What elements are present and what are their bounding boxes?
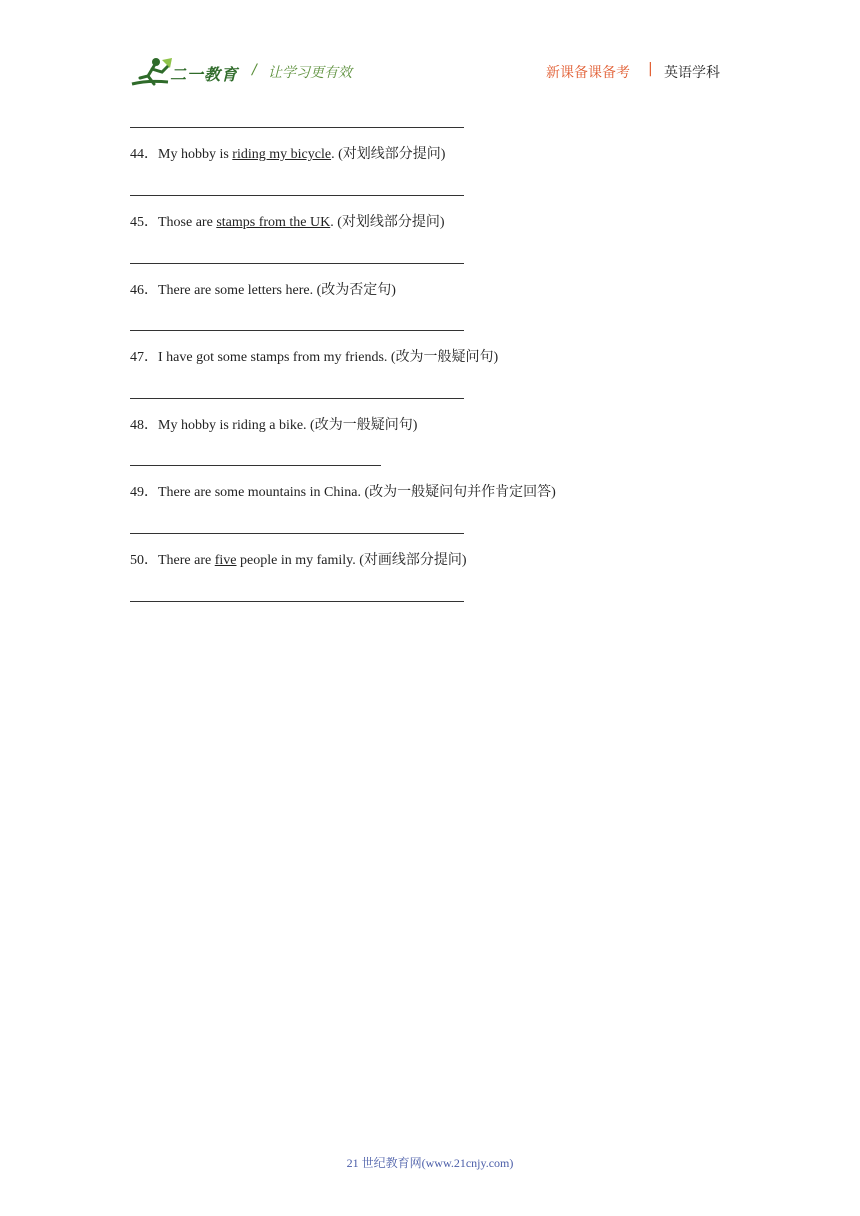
subject-tag: 英语学科 <box>664 65 720 81</box>
answer-line[interactable] <box>130 263 464 264</box>
answer-line[interactable] <box>130 127 464 128</box>
underlined-phrase: five <box>214 553 237 568</box>
question-number: 49． <box>130 485 158 500</box>
question-instruction: . (对划线部分提问) <box>331 147 446 162</box>
question-text: Those are <box>158 215 217 230</box>
question-number: 45． <box>130 215 158 230</box>
question-47 <box>130 349 498 367</box>
answer-line[interactable] <box>130 601 464 602</box>
question-48 <box>130 417 417 435</box>
page-footer: 21 世纪教育网(www.21cnjy.com) <box>346 1156 514 1170</box>
question-46 <box>130 282 396 300</box>
slogan-separator: / <box>252 62 257 78</box>
question-number: 44． <box>130 147 158 162</box>
question-instruction: people in my family. (对画线部分提问) <box>236 553 467 568</box>
question-44 <box>130 146 445 164</box>
question-49 <box>130 484 556 502</box>
question-number: 50． <box>130 553 158 568</box>
underlined-phrase: stamps from the UK <box>216 215 331 230</box>
question-number: 46． <box>130 283 158 298</box>
tag-separator: | <box>648 61 653 77</box>
question-number: 47． <box>130 350 158 365</box>
question-text: I have got some stamps from my friends. (改为一般疑问句) <box>158 350 499 365</box>
question-text: There are some mountains in China. (改为一般疑问句并作肯定回答) <box>158 485 556 500</box>
question-instruction: . (对划线部分提问) <box>330 215 445 230</box>
question-45 <box>130 214 445 232</box>
answer-line[interactable] <box>130 330 464 331</box>
answer-line[interactable] <box>130 195 464 196</box>
question-text: My hobby is <box>158 147 233 162</box>
course-tag: 新课备课备考 <box>546 65 630 81</box>
question-50 <box>130 552 467 570</box>
question-text: There are some letters here. (改为否定句) <box>158 283 396 298</box>
answer-line[interactable] <box>130 398 464 399</box>
logo-text: 二一教育 <box>170 65 239 84</box>
page-header <box>0 0 860 100</box>
question-text: There are <box>158 553 215 568</box>
underlined-phrase: riding my bicycle <box>232 147 332 162</box>
question-text: My hobby is riding a bike. (改为一般疑问句) <box>158 418 418 433</box>
answer-line[interactable] <box>130 533 464 534</box>
answer-line[interactable] <box>130 465 381 466</box>
question-number: 48． <box>130 418 158 433</box>
slogan: 让学习更有效 <box>268 65 352 81</box>
